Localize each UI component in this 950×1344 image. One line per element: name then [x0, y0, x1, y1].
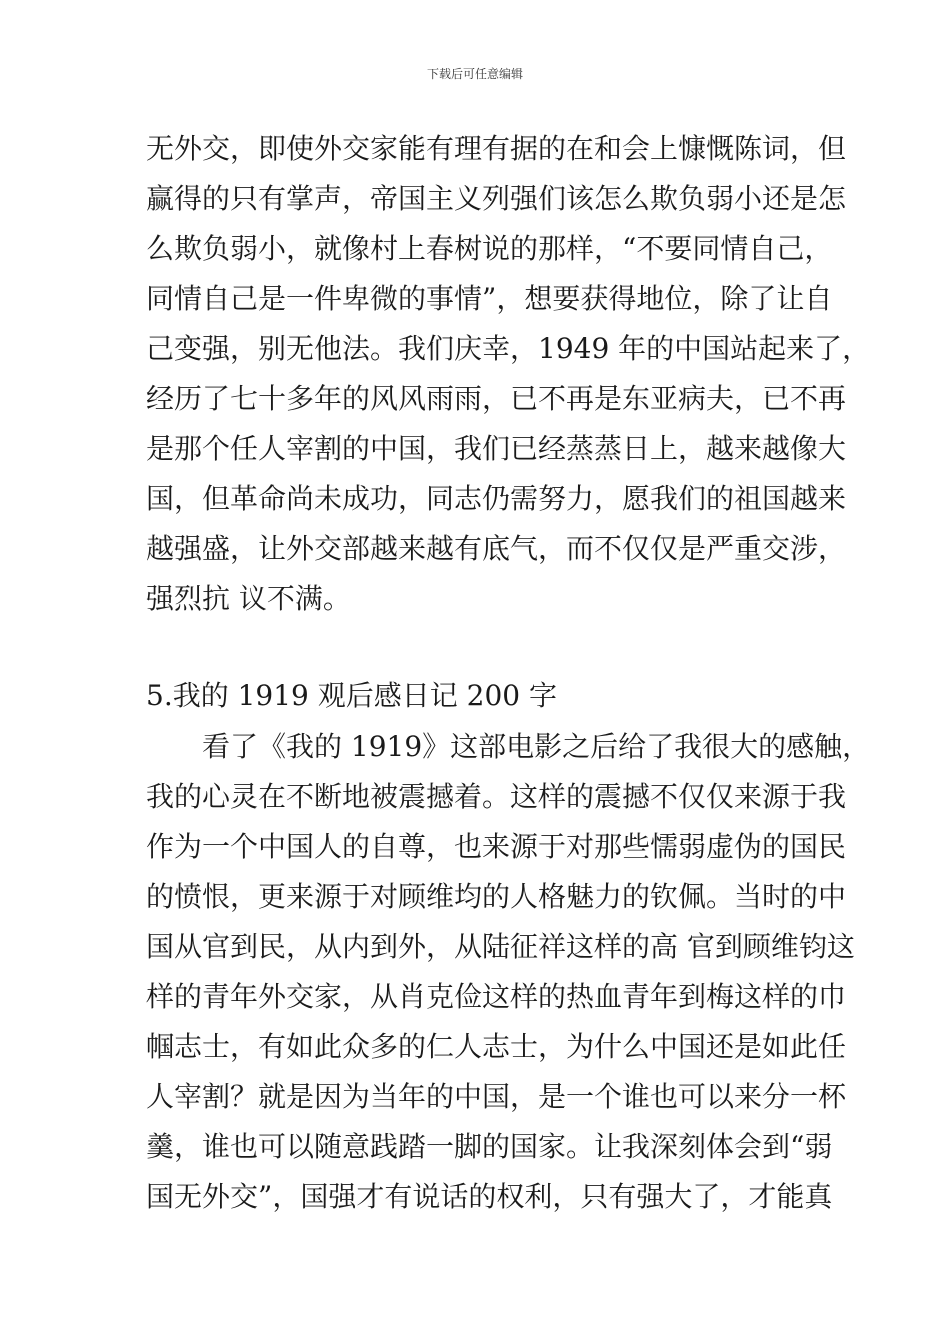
text-line: 强烈抗 议不满。 — [146, 582, 351, 615]
text-line: 么欺负弱小，就像村上春树说的那样，“不要同情自己， — [146, 232, 833, 265]
text-line: 羹，谁也可以随意践踏一脚的国家。让我深刻体会到“弱 — [146, 1130, 833, 1163]
text-line: 人宰割？就是因为当年的中国，是一个谁也可以来分一杯 — [146, 1080, 847, 1113]
text-line: 作为一个中国人的自尊，也来源于对那些懦弱虚伪的国民 — [146, 830, 847, 863]
text-line: 己变强，别无他法。我们庆幸，1949 年的中国站起来了， — [146, 332, 871, 365]
text-line: 经历了七十多年的风风雨雨，已不再是东亚病夫，已不再 — [146, 382, 847, 415]
text-line: 同情自己是一件卑微的事情”，想要获得地位，除了让自 — [146, 282, 833, 315]
text-line: 样的青年外交家，从肖克俭这样的热血青年到梅这样的巾 — [146, 980, 847, 1013]
text-line: 赢得的只有掌声，帝国主义列强们该怎么欺负弱小还是怎 — [146, 182, 847, 215]
text-line: 看了《我的 1919》这部电影之后给了我很大的感触， — [146, 730, 871, 763]
section-heading: 5.我的 1919 观后感日记 200 字 — [146, 679, 558, 712]
text-line: 无外交，即使外交家能有理有据的在和会上慷慨陈词，但 — [146, 132, 847, 165]
text-line: 越强盛，让外交部越来越有底气，而不仅仅是严重交涉， — [146, 532, 847, 565]
text-line: 国从官到民，从内到外，从陆征祥这样的高 官到顾维钧这 — [146, 930, 855, 963]
text-line: 是那个任人宰割的中国，我们已经蒸蒸日上，越来越像大 — [146, 432, 847, 465]
page-header: 下载后可任意编辑 — [426, 67, 523, 81]
text-line: 帼志士，有如此众多的仁人志士，为什么中国还是如此任 — [146, 1030, 847, 1063]
text-line: 的愤恨，更来源于对顾维均的人格魅力的钦佩。当时的中 — [146, 880, 847, 913]
text-line: 我的心灵在不断地被震撼着。这样的震撼不仅仅来源于我 — [146, 780, 847, 813]
text-line: 国无外交”，国强才有说话的权利，只有强大了，才能真 — [146, 1180, 833, 1213]
text-line: 国，但革命尚未成功，同志仍需努力，愿我们的祖国越来 — [146, 482, 847, 515]
